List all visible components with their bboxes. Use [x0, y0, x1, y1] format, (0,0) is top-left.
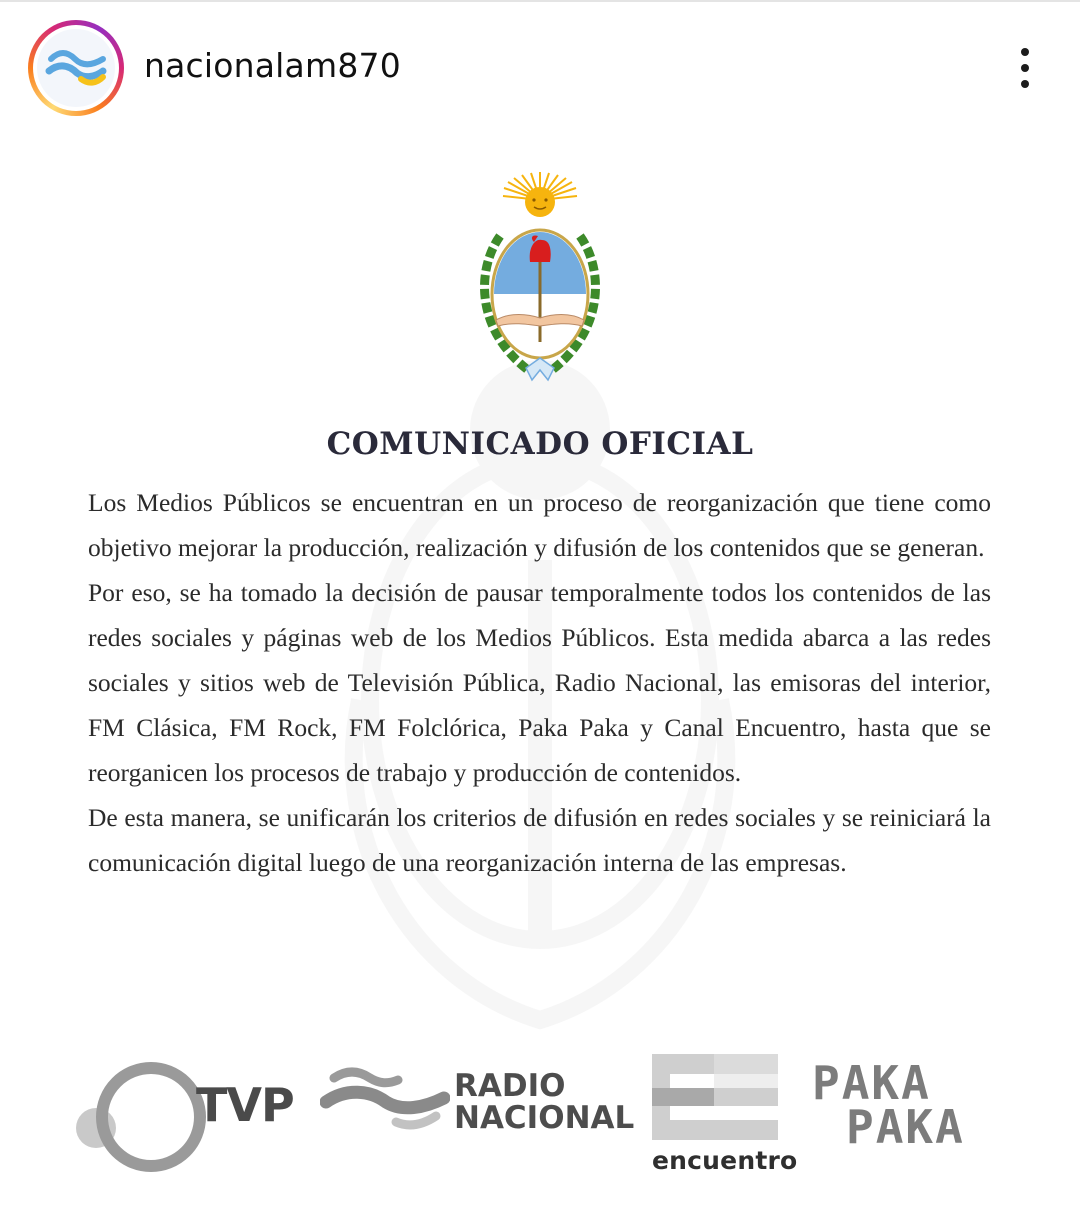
avatar[interactable]	[37, 29, 115, 107]
paka-line-1: PAKA	[812, 1056, 931, 1110]
post-header	[0, 0, 1080, 130]
radio-nacional-logo-icon	[37, 29, 115, 107]
radio-line-1: RADIO	[454, 1068, 566, 1104]
paragraph: De esta manera, se unificarán los criterios de difusión en redes sociales y se reiniciará la comunicación digital luego de una reorganización interna de las empresas.	[88, 803, 991, 877]
radio-waves-icon	[320, 1058, 450, 1148]
tvp-logo	[74, 1048, 294, 1168]
story-ring[interactable]	[28, 20, 124, 116]
document-title: COMUNICADO OFICIAL	[326, 426, 754, 462]
post-image[interactable]	[0, 130, 1080, 1218]
media-logos	[0, 1048, 1080, 1188]
more-options-button[interactable]	[1008, 44, 1042, 92]
tvp-wordmark: TVP	[196, 1078, 294, 1132]
radio-nacional-logo	[320, 1058, 640, 1168]
encuentro-mark-icon	[652, 1054, 778, 1140]
username[interactable]: nacionalam870	[144, 46, 401, 85]
tvp-ring-icon	[96, 1062, 206, 1172]
paka-line-2: PAKA	[846, 1100, 965, 1154]
document-body	[88, 480, 991, 885]
coat-of-arms-icon	[470, 170, 610, 394]
encuentro-logo	[650, 1054, 798, 1175]
paragraph: Por eso, se ha tomado la decisión de pausar temporalmente todos los contenidos de las redes sociales y páginas web de los Medios Públicos. Esta medida abarca a las redes sociales y sitios web de Televisión Pública, Radio Nacional, las emisoras del interior, FM Clásica, FM Rock, FM Folclórica, Paka Paka y Canal Encuentro, hasta que se reorganicen los procesos de trabajo y producción de contenidos.	[88, 578, 991, 787]
encuentro-wordmark: encuentro	[652, 1146, 798, 1175]
paka-paka-logo	[812, 1056, 992, 1160]
radio-line-2: NACIONAL	[454, 1100, 635, 1136]
paragraph: Los Medios Públicos se encuentran en un proceso de reorganización que tiene como objetivo mejorar la producción, realización y difusión de los contenidos que se generan.	[88, 488, 991, 562]
